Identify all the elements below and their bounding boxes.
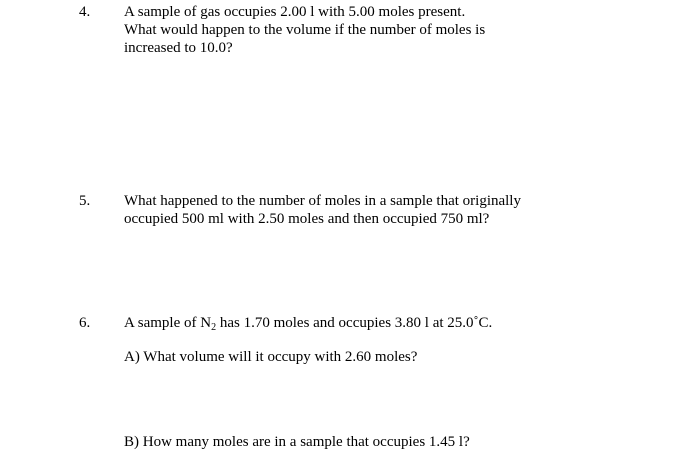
stem-text: has 1.70 moles and occupies 3.80 l at 25.0˚C.	[216, 315, 493, 331]
question-text-line: What happened to the number of moles in a sample that originally	[124, 193, 521, 209]
question-number: 4.	[79, 4, 91, 20]
question-part-b: B) How many moles are in a sample that occupies 1.45 l?	[124, 434, 470, 450]
stem-text: A sample of N	[124, 315, 212, 331]
question-text-line: What would happen to the volume if the number of moles is	[124, 22, 486, 38]
question-text-line: increased to 10.0?	[124, 40, 233, 56]
subscript: 2	[211, 322, 217, 333]
question-part-a: A) What volume will it occupy with 2.60 moles?	[124, 349, 418, 365]
question-number: 5.	[79, 193, 91, 209]
question-text-line: occupied 500 ml with 2.50 moles and then occupied 750 ml?	[124, 211, 490, 227]
question-stem	[124, 314, 492, 334]
question-text-line: A sample of gas occupies 2.00 l with 5.00 moles present.	[124, 4, 466, 20]
question-number: 6.	[79, 315, 91, 331]
